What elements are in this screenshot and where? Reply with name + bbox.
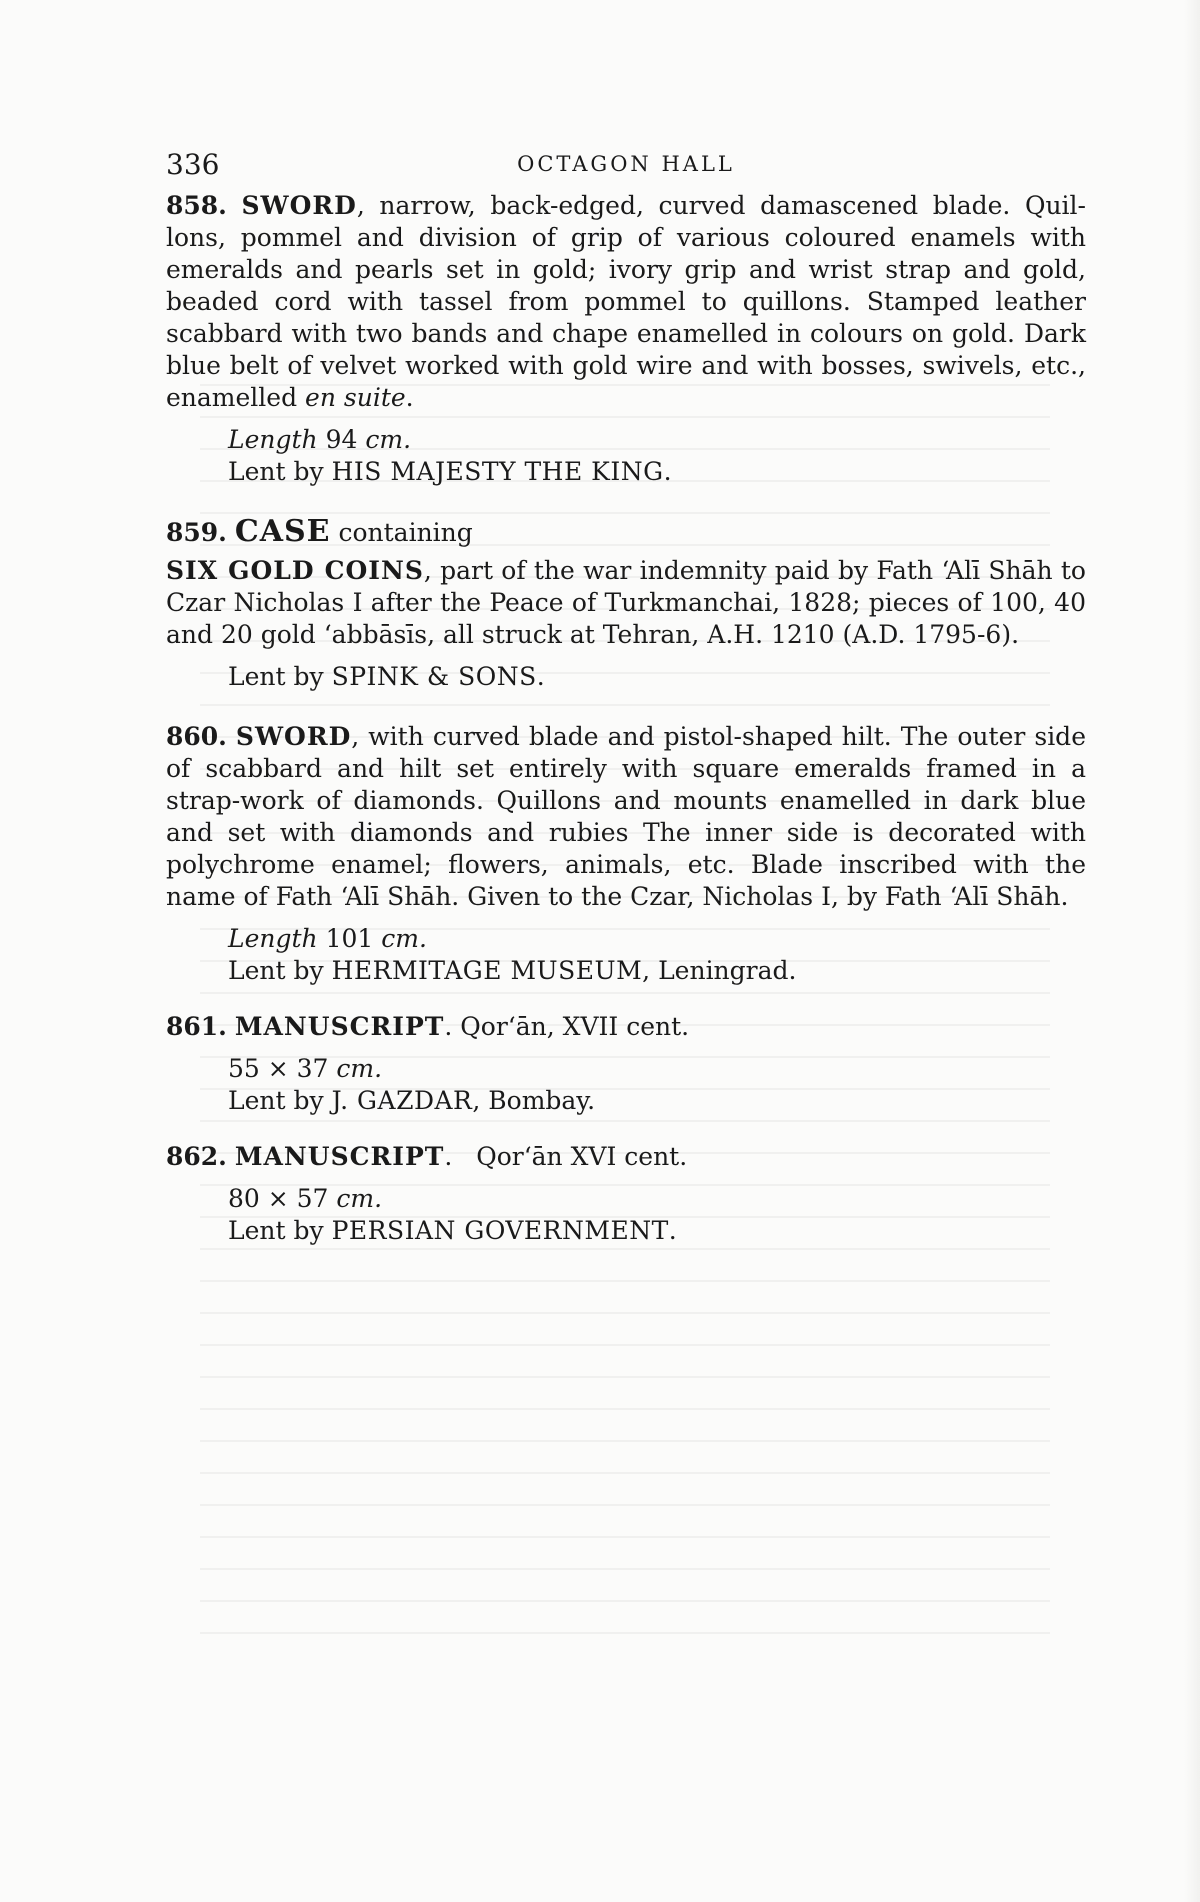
entry-description — [166, 721, 1086, 913]
entry-text: , narrow, back-edged, curved damascened blade. Quillons, pommel and division of grip of various coloured enamels with emeralds and pearls set in gold; ivory grip and wrist strap and gold, beaded cord with tassel from pommel to quillons. Stamped leather scabbard with two bands and chape enamelled in colours on gold. Dark blue belt of velvet worked with gold wire and with bosses, swivels, etc., enamelled — [166, 191, 1086, 412]
entry-lender-line — [228, 1215, 1086, 1247]
lender-name: J. GAZDAR — [331, 1086, 473, 1115]
dimension-label: Length — [228, 425, 318, 454]
entry-text-end: . — [405, 383, 414, 412]
lender-name: HERMITAGE MUSEUM — [331, 956, 643, 985]
lender-name: SPINK & SONS — [331, 662, 537, 691]
catalogue-entry-860 — [166, 721, 1086, 987]
entry-lender-line — [228, 661, 1086, 693]
entry-description — [166, 190, 1086, 414]
entry-title: SWORD — [241, 191, 357, 220]
entry-dimensions — [228, 1183, 1086, 1215]
century-numeral: XVII — [562, 1012, 619, 1041]
lender-name: PERSIAN GOVERNMENT — [331, 1216, 669, 1245]
lent-prefix: Lent by — [228, 457, 332, 486]
dimension-label: Length — [228, 924, 318, 953]
century-numeral: XVI — [570, 1142, 617, 1171]
entry-text-end: cent. — [616, 1142, 688, 1171]
dimension-unit: cm. — [365, 425, 412, 454]
entry-lender-line — [228, 456, 1086, 488]
entry-text: . Qor‘ān, — [444, 1012, 563, 1041]
running-head: OCTAGON HALL — [517, 152, 735, 176]
entry-title: MANUSCRIPT — [234, 1012, 445, 1041]
lender-name: HIS MAJESTY THE KING — [331, 457, 664, 486]
entry-number: 860. — [166, 722, 227, 751]
catalogue-entry-862 — [166, 1141, 1086, 1247]
entry-number: 858. — [166, 191, 227, 220]
dimension-unit: cm. — [336, 1054, 383, 1083]
dimension-value: 80 × 57 — [228, 1184, 329, 1213]
lent-prefix: Lent by — [228, 1086, 332, 1115]
entry-dimensions — [228, 424, 1086, 456]
lent-suffix: . — [536, 662, 545, 691]
lent-prefix: Lent by — [228, 662, 332, 691]
entry-title: CASE — [234, 514, 331, 549]
catalogue-body — [166, 190, 1086, 1265]
dimension-unit: cm. — [336, 1184, 383, 1213]
lent-prefix: Lent by — [228, 956, 332, 985]
entry-number: 862. — [166, 1142, 227, 1171]
page-header — [166, 148, 1086, 180]
page-number: 336 — [166, 148, 220, 181]
entry-text: , part of the war indemnity paid by Fath ‘Alī Shāh to Czar Nicholas I after the Peace of Turkmanchai, 1828; pieces of 100, 40 and 20 gold ‘abbāsīs, all struck at Tehran, A.H. 1210 (A.D. 1795-6). — [166, 556, 1086, 649]
entry-description — [166, 1141, 1086, 1173]
lent-suffix: , Bombay. — [472, 1086, 596, 1115]
dimension-value: 101 — [325, 924, 374, 953]
entry-lender-line — [228, 1085, 1086, 1117]
dimension-unit: cm. — [381, 924, 427, 953]
entry-text: . Qor‘ān — [444, 1142, 571, 1171]
catalogue-entry-861 — [166, 1011, 1086, 1117]
entry-lender-line — [228, 955, 1086, 987]
lent-suffix: . — [663, 457, 672, 486]
entry-title: MANUSCRIPT — [234, 1142, 445, 1171]
entry-number: 859. — [166, 518, 227, 547]
page-edge-shadow — [1184, 0, 1200, 1902]
lent-suffix: , Leningrad. — [642, 956, 797, 985]
dimension-value: 55 × 37 — [228, 1054, 329, 1083]
entry-text-end: cent. — [618, 1012, 690, 1041]
entry-title: SWORD — [235, 722, 352, 751]
entry-dimensions — [228, 1053, 1086, 1085]
dimension-value: 94 — [325, 425, 358, 454]
entry-title-suffix: containing — [330, 518, 473, 547]
entry-description — [166, 555, 1086, 651]
entry-description — [166, 1011, 1086, 1043]
entry-text: , with curved blade and pistol-shaped hilt. The outer side of scabbard and hilt set entirely with square emeralds framed in a strap-work of diamonds. Quillons and mounts enamelled in dark blue and set with diamonds and rubies The inner side is decorated with polychrome enamel; flowers, animals, etc. Blade inscribed with the name of Fath ‘Alī Shāh. Given to the Czar, Nicholas I, by Fath ‘Alī Shāh. — [166, 722, 1086, 911]
catalogue-entry-859 — [166, 516, 1086, 693]
entry-heading — [166, 516, 1086, 549]
catalogue-entry-858 — [166, 190, 1086, 488]
entry-number: 861. — [166, 1012, 227, 1041]
lent-prefix: Lent by — [228, 1216, 332, 1245]
entry-dimensions — [228, 923, 1086, 955]
entry-subtitle: SIX GOLD COINS — [166, 556, 424, 585]
entry-text-italic: en suite — [305, 383, 406, 412]
lent-suffix: . — [668, 1216, 677, 1245]
